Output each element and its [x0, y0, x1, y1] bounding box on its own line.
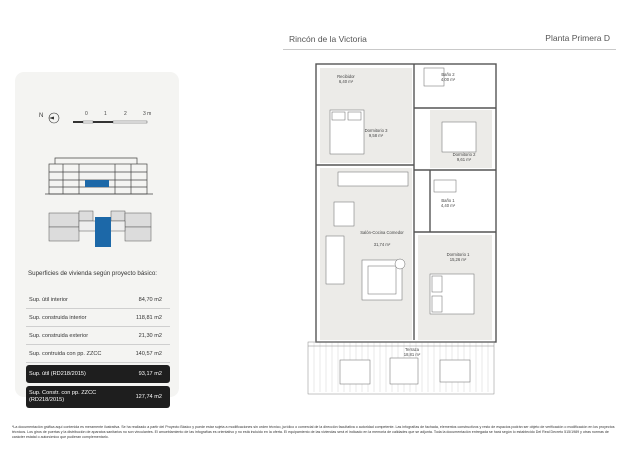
project-name: Rincón de la Victoria: [289, 34, 367, 44]
scale-bar: [73, 121, 147, 123]
floor-plan: [300, 60, 510, 400]
room-label-dormitorio-1: Dormitorio 1: [446, 252, 470, 257]
room-label-bano-2: Baño 2: [441, 72, 455, 77]
surfaces-table: [26, 291, 170, 408]
room-label-salon: Salón-Cocina Comedor: [360, 230, 404, 235]
table-row: Sup. construida interior 118,81 m2: [26, 309, 170, 327]
floor-key-plan: [45, 207, 155, 255]
svg-text:9,58 m²: 9,58 m²: [368, 133, 384, 138]
scale-tick: 1: [104, 111, 107, 117]
room-label-terraza: Terraza: [405, 347, 419, 352]
scale-tick: 0: [85, 111, 88, 117]
svg-text:9,61 m²: 9,61 m²: [456, 157, 472, 162]
info-panel: [15, 72, 179, 403]
table-row: Sup. construida exterior 21,30 m2: [26, 327, 170, 345]
table-row: Sup. útil interior 84,70 m2: [26, 291, 170, 309]
svg-text:15,26 m²: 15,26 m²: [449, 257, 467, 262]
svg-text:4,40 m²: 4,40 m²: [440, 203, 456, 208]
room-label-dormitorio-3: Dormitorio 3: [364, 128, 388, 133]
surfaces-title: Superficies de vivienda según proyecto básico:: [28, 270, 157, 277]
room-label-dormitorio-2: Dormitorio 2: [452, 152, 476, 157]
north-label: N: [39, 113, 44, 119]
svg-text:31,74 m²: 31,74 m²: [373, 242, 391, 247]
table-row: Sup. contruida con pp. ZZCC 140,57 m2: [26, 345, 170, 363]
svg-text:6,40 m²: 6,40 m²: [338, 79, 354, 84]
page-header: [283, 30, 616, 50]
scale-tick: 2: [124, 111, 127, 117]
svg-text:4,00 m²: 4,00 m²: [440, 77, 456, 82]
floor-name: Planta Primera D: [545, 33, 610, 43]
svg-text:18,81 m²: 18,81 m²: [403, 352, 421, 357]
legal-disclaimer: *La documentación gráfica aquí contenida es meramente ilustrativa. Se ha realizado a partir del Proyecto Básico y puede estar sujeta a modificaciones sin orden técnico, jurídico o comercial de la dirección facultativa o autoridad competente. Las infografías de fachada, elementos constructivos y resto de espacios podrán ser objeto de verificación o modificación en los proyectos técnicos. Los giros de puertas y la distribución de aparatos sanitarios no son vinculantes. El amueblamiento de las infografías es orientativo y no está incluido en la oferta. El equipamiento de las viviendas será el indicado en la memoria de calidades que se adjunta. Toda la documentación entregada se hará según lo establecido Del Real Decreto 515/1989 y otras normas de carácter estatal o autonómico que pudieran complementarlo.: [12, 425, 615, 439]
highlight-row: Sup. Constr. con pp. ZZCC (RD218/2015) 127,74 m2: [26, 386, 170, 408]
building-elevation-diagram: [45, 154, 155, 196]
scale-labels: [85, 111, 165, 119]
scale-tick: 3 m: [143, 111, 152, 117]
room-label-bano-1: Baño 1: [441, 198, 455, 203]
highlight-row: Sup. útil (RD218/2015) 93,17 m2: [26, 365, 170, 383]
room-label-recibidor: Recibidor: [337, 74, 355, 79]
